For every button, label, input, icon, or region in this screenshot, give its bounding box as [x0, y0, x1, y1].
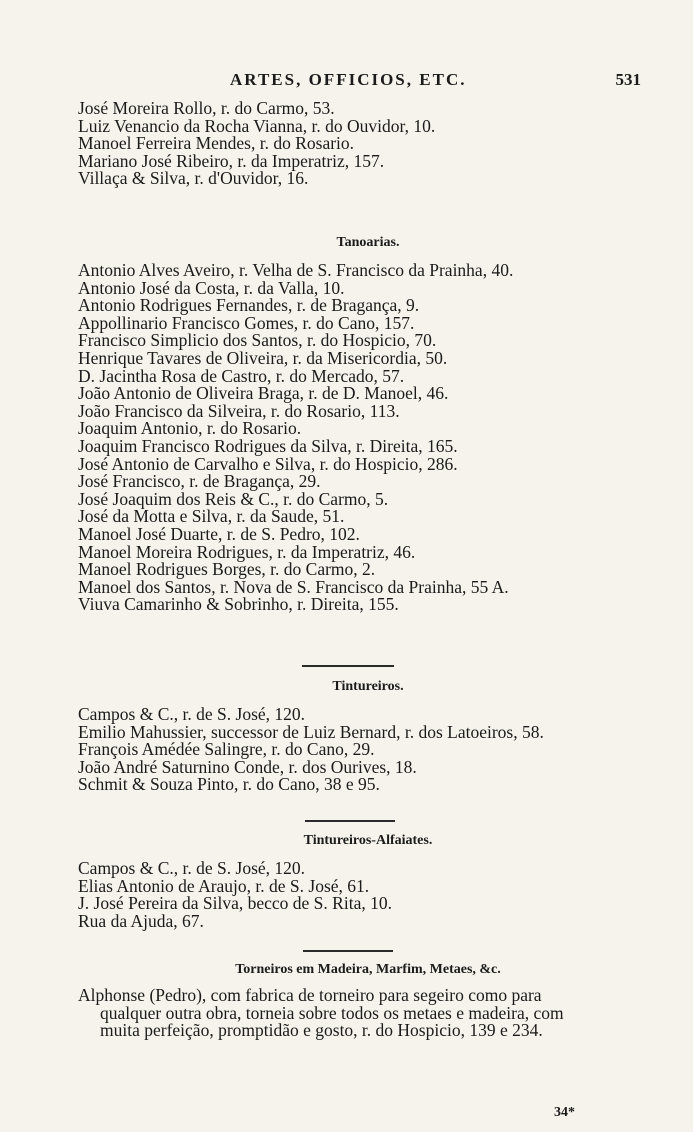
list-item: Joaquim Francisco Rodrigues da Silva, r. Direita, 165. — [78, 435, 458, 456]
list-item: José Francisco, r. de Bragança, 29. — [78, 471, 321, 492]
list-item: Manoel dos Santos, r. Nova de S. Francisco da Prainha, 55 A. — [78, 576, 509, 597]
list-item: José da Motta e Silva, r. da Saude, 51. — [78, 506, 345, 527]
list-item: Manoel Rodrigues Borges, r. do Carmo, 2. — [78, 559, 376, 580]
list-item: Campos & C., r. de S. José, 120. — [78, 704, 306, 724]
entry-paragraph — [78, 987, 658, 1040]
section-divider — [303, 950, 393, 952]
list-item: Manoel Moreira Rodrigues, r. da Imperatriz, 46. — [78, 541, 416, 562]
list-item: Villaça & Silva, r. d'Ouvidor, 16. — [78, 168, 309, 189]
page-number: 531 — [615, 70, 641, 89]
list-item: J. José Pereira da Silva, becco de S. Rita, 10. — [78, 893, 392, 914]
section-heading: Torneiros em Madeira, Marfim, Metaes, &c. — [235, 962, 501, 977]
section-tintureiros-alfaiates — [78, 832, 658, 930]
list-item: Joaquim Antonio, r. do Rosario. — [78, 418, 302, 439]
section-heading: Tanoarias. — [336, 235, 400, 250]
section-heading: Tintureiros-Alfaiates. — [303, 833, 433, 848]
list-item: Rua da Ajuda, 67. — [78, 910, 204, 931]
list-item: Mariano José Ribeiro, r. da Imperatriz, 157. — [78, 150, 385, 171]
section-tanoarias — [78, 234, 658, 614]
list-item: Elias Antonio de Araujo, r. de S. José, 61. — [78, 875, 370, 896]
running-head — [0, 70, 693, 92]
list-item: Francisco Simplicio dos Santos, r. do Hospicio, 70. — [78, 330, 437, 351]
list-item: Schmit & Souza Pinto, r. do Cano, 38 e 95. — [78, 774, 380, 795]
list-item: José Moreira Rollo, r. do Carmo, 53. — [78, 98, 335, 118]
list-item: Viuva Camarinho & Sobrinho, r. Direita, 155. — [78, 594, 399, 615]
list-item: João André Saturnino Conde, r. dos Ourives, 18. — [78, 756, 417, 777]
running-head-title: ARTES, OFFICIOS, ETC. — [230, 70, 467, 89]
section-heading: Tintureiros. — [332, 679, 404, 694]
list-item: José Joaquim dos Reis & C., r. do Carmo, 5. — [78, 488, 389, 509]
paragraph-line: muita perfeição, promptidão e gosto, r. do Hospicio, 139 e 234. — [100, 1020, 543, 1041]
list-item: João Antonio de Oliveira Braga, r. de D. Manoel, 46. — [78, 383, 449, 404]
list-item: José Antonio de Carvalho e Silva, r. do Hospicio, 286. — [78, 453, 458, 474]
list-item: D. Jacintha Rosa de Castro, r. do Mercado, 57. — [78, 365, 405, 386]
section-tintureiros — [78, 678, 658, 794]
list-item: Manoel José Duarte, r. de S. Pedro, 102. — [78, 523, 360, 544]
paragraph-line: Alphonse (Pedro), com fabrica de torneiro para segeiro como para — [78, 985, 542, 1005]
list-item: João Francisco da Silveira, r. do Rosario, 113. — [78, 400, 400, 421]
section-divider — [302, 665, 394, 667]
intro-list — [78, 100, 658, 188]
list-item: Henrique Tavares de Oliveira, r. da Misericordia, 50. — [78, 347, 448, 368]
list-item: Antonio Alves Aveiro, r. Velha de S. Francisco da Prainha, 40. — [78, 260, 514, 280]
list-item: Emilio Mahussier, successor de Luiz Bernard, r. dos Latoeiros, 58. — [78, 721, 544, 742]
list-item: Antonio Rodrigues Fernandes, r. de Bragança, 9. — [78, 295, 420, 316]
section-divider — [305, 820, 395, 822]
signature-mark: 34* — [554, 1105, 575, 1120]
list-item: François Amédée Salingre, r. do Cano, 29. — [78, 739, 375, 760]
list-item: Luiz Venancio da Rocha Vianna, r. do Ouvidor, 10. — [78, 115, 436, 136]
list-item: Appollinario Francisco Gomes, r. do Cano, 157. — [78, 312, 415, 333]
list-item: Antonio José da Costa, r. da Valla, 10. — [78, 277, 345, 298]
paragraph-line: qualquer outra obra, torneia sobre todos os metaes e madeira, com — [100, 1002, 564, 1023]
list-item: Manoel Ferreira Mendes, r. do Rosario. — [78, 133, 355, 154]
list-item: Campos & C., r. de S. José, 120. — [78, 858, 306, 878]
section-torneiros — [78, 961, 658, 1040]
